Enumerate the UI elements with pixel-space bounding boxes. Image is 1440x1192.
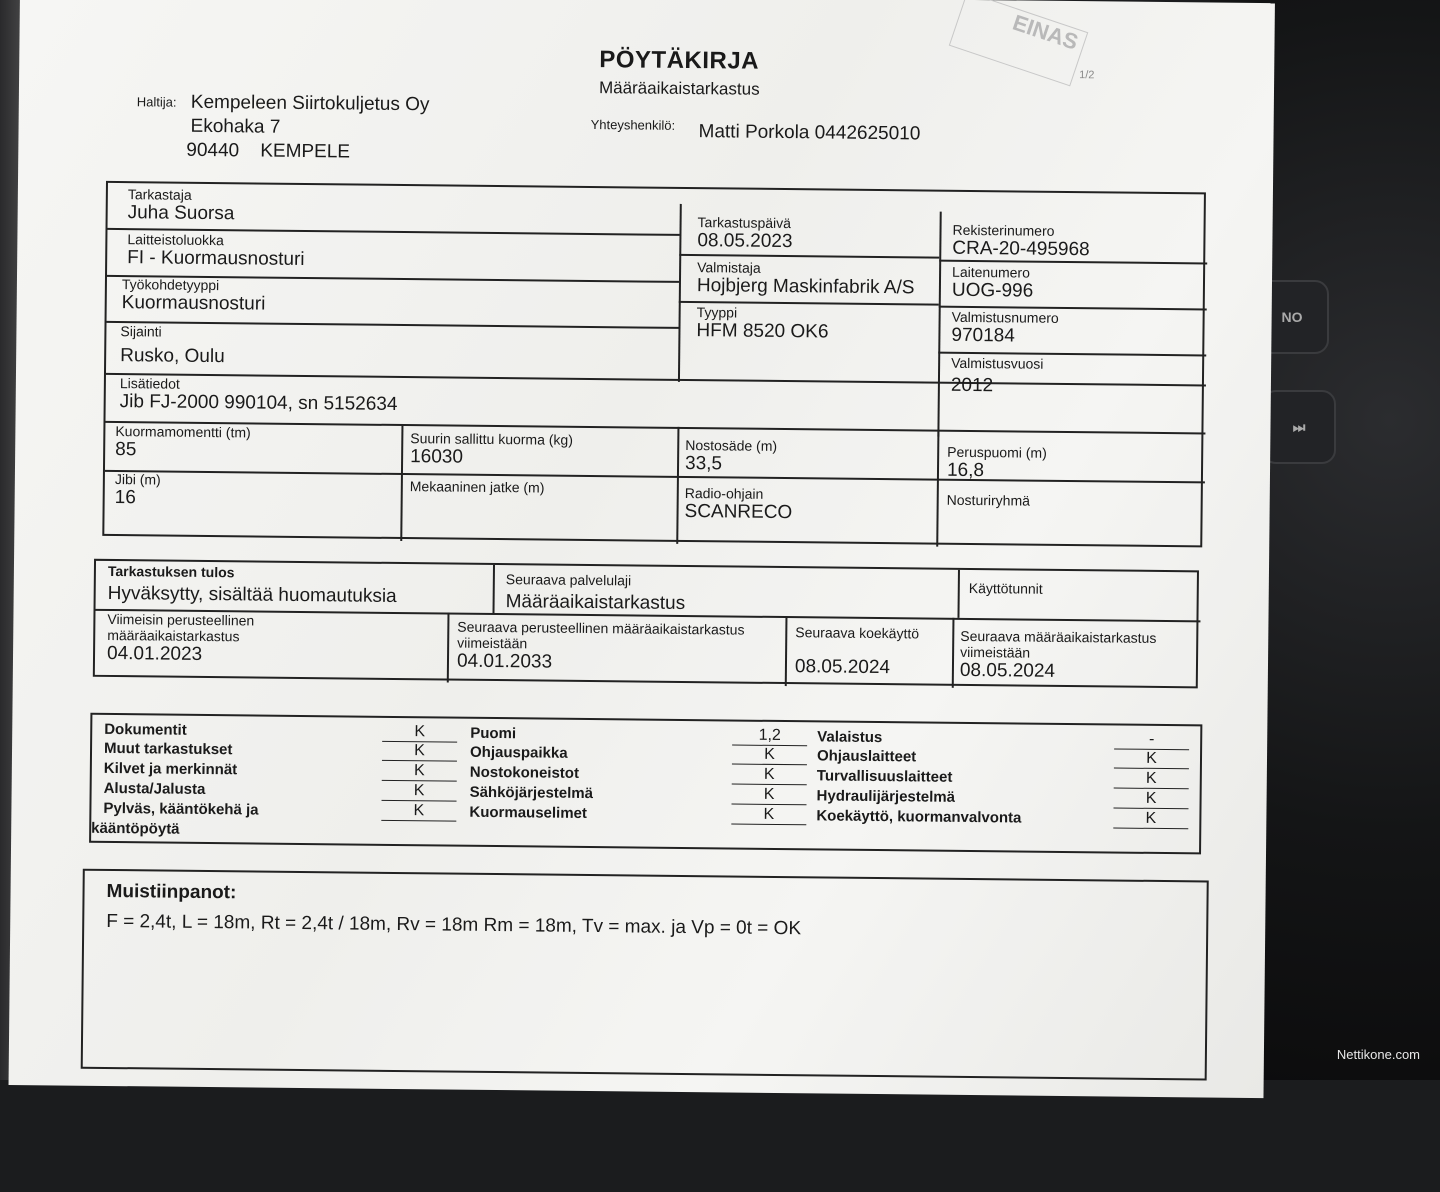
watermark: Nettikone.com [1336,1047,1420,1062]
checklist-value: K [732,745,807,765]
checklist-item: Muut tarkastukset [103,739,233,759]
checklist-value: K [382,782,457,802]
base-boom-field: Peruspuomi (m) 16,8 [946,443,1047,482]
checklist-item: Nostokoneistot [469,763,580,782]
equipment-info-table [102,181,1206,547]
checklist-value: 1,2 [732,726,807,746]
location-field: Sijainti Rusko, Oulu [120,323,225,368]
max-load-field: Suurin sallittu kuorma (kg) 16030 [410,430,574,468]
notes-title: Muistiinpanot: [106,880,237,904]
equipment-class-field: Laitteistoluokka FI - Kuormausnosturi [127,231,305,270]
checklist-value: K [1113,809,1188,829]
lifting-radius-field: Nostosäde (m) 33,5 [684,436,778,475]
contact-value: Matti Porkola 0442625010 [698,121,921,145]
checklist-item: Valaistus [817,728,883,747]
type-field: Tyyppi HFM 8520 OK6 [696,304,829,343]
checklist-item: Puomi [470,724,517,743]
company-logo-stamp: EINAS [949,0,1088,86]
operating-hours-field: Käyttötunnit [968,579,1043,597]
checklist-item: Kilvet ja merkinnät [103,759,238,779]
next-periodic-inspection-field: Seuraava määräaikaistarkastus viimeistään 08.05.2024 [959,627,1157,682]
owner-name: Kempeleen Siirtokuljetus Oy [190,91,430,116]
radio-controller-field: Radio-ohjain SCANRECO [684,484,793,524]
page-indicator: 1/2 [1079,69,1095,82]
inspection-checklist [89,713,1202,855]
checklist-value: K [1114,769,1189,789]
checklist-value: K [382,762,457,782]
checklist-item-continued: kääntöpöytä [91,819,180,838]
crane-group-field: Nosturiryhmä [946,491,1031,509]
checklist-value: K [381,802,456,822]
checklist-item: Koekäyttö, kuormanvalvonta [816,807,1022,827]
checklist-item: Hydraulijärjestelmä [816,787,956,806]
checklist-item: Kuormauselimet [469,803,588,822]
inspection-document [9,0,1275,1098]
steering-button-skip-icon: ⏭ [1262,390,1336,464]
mechanical-extension-field: Mekaaninen jatke (m) [409,478,545,496]
owner-street: Ekohaka 7 [190,115,281,138]
manufacturer-field: Valmistaja Hojbjerg Maskinfabrik A/S [696,259,915,299]
checklist-value: K [1114,749,1189,769]
load-moment-field: Kuormamomentti (tm) 85 [115,423,251,461]
inspection-result-table [93,559,1199,689]
checklist-item: Dokumentit [104,720,187,739]
notes-text: F = 2,4t, L = 18m, Rt = 2,4t / 18m, Rv = 18m Rm = 18m, Tv = max. ja Vp = 0t = OK [106,910,802,940]
inspection-date-field: Tarkastuspäivä 08.05.2023 [697,214,793,253]
next-test-run-field: Seuraava koekäyttö 08.05.2024 [794,624,920,679]
result-field: Tarkastuksen tulos Hyväksytty, sisältää huomautuksia [107,562,397,607]
jib-field: Jibi (m) 16 [114,471,161,509]
owner-label: Haltija: [136,94,177,110]
owner-postal: 90440 KEMPELE [186,139,351,163]
checklist-item: Pylväs, kääntökehä ja [103,799,259,819]
next-service-field: Seuraava palvelulaji Määräaikaistarkastus [505,571,686,614]
checklist-value: K [382,742,457,762]
checklist-item: Sähköjärjestelmä [469,783,594,803]
checklist-value: K [732,785,807,805]
manufacture-year-field: Valmistusvuosi 2012 [950,354,1044,397]
last-thorough-inspection-field: Viimeisin perusteellinen määräaikaistarkastus 04.01.2023 [106,610,255,665]
contact-label: Yhteyshenkilö: [590,116,676,133]
registration-field: Rekisterinumero CRA-20-495968 [952,221,1090,261]
device-number-field: Laitenumero UOG-996 [951,263,1034,302]
checklist-value: K [731,805,806,825]
checklist-item: Alusta/Jalusta [103,779,206,798]
checklist-value: K [1113,789,1188,809]
object-type-field: Työkohdetyyppi Kuormausnosturi [121,276,266,315]
checklist-item: Turvallisuuslaitteet [816,767,953,786]
checklist-value: K [382,723,457,743]
checklist-item: Ohjauspaikka [469,743,568,762]
checklist-item: Ohjauslaitteet [816,747,917,766]
checklist-value: K [732,765,807,785]
inspector-field: Tarkastaja Juha Suorsa [127,186,235,225]
document-title: PÖYTÄKIRJA [599,46,760,75]
document-subtitle: Määräaikaistarkastus [598,78,760,99]
checklist-value: - [1114,730,1189,750]
serial-number-field: Valmistusnumero 970184 [951,308,1059,347]
additional-info-field: Lisätiedot Jib FJ-2000 990104, sn 5152634 [119,375,398,415]
next-thorough-inspection-field: Seuraava perusteellinen määräaikaistarkastus viimeistään 04.01.2033 [456,618,745,673]
steering-button-no: NO [1255,280,1329,354]
notes-section [81,869,1209,1081]
